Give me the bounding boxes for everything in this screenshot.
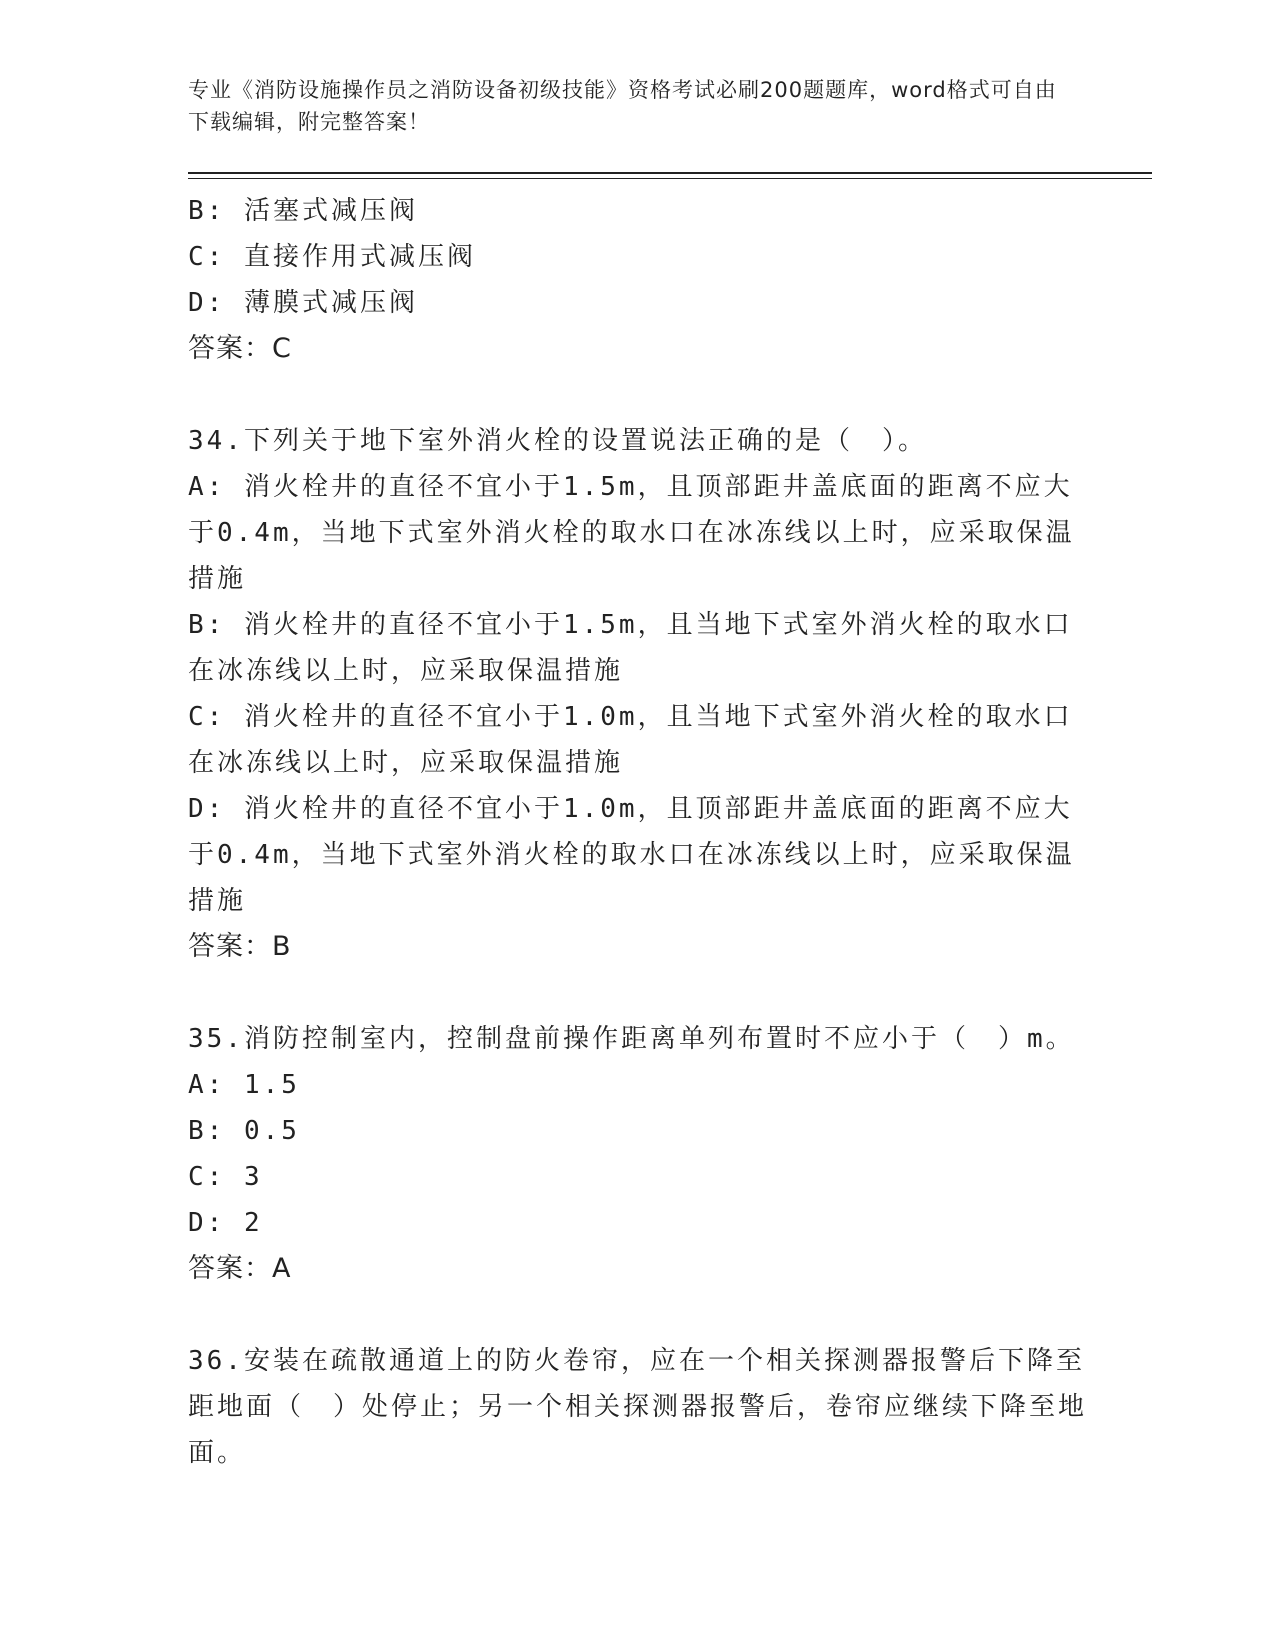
answer-line: 答案：B — [188, 931, 292, 962]
option-a: A: 消火栓井的直径不宜小于1.5m，且顶部距井盖底面的距离不应大于0.4m，当地下式室外消火栓的取水口在冰冻线以上时，应采取保温措施 — [188, 472, 1075, 594]
question-36 — [188, 1338, 1088, 1476]
option-d: D: 2 — [188, 1208, 263, 1238]
option-d: D: 薄膜式减压阀 — [188, 288, 418, 318]
option-c: C: 消火栓井的直径不宜小于1.0m，且当地下式室外消火栓的取水口在冰冻线以上时，应采取保温措施 — [188, 702, 1073, 778]
question-stem: 34.下列关于地下室外消火栓的设置说法正确的是（ ）。 — [188, 426, 927, 456]
document-header: 专业《消防设施操作员之消防设备初级技能》资格考试必刷200题题库，word格式可自由下载编辑，附完整答案！ — [188, 78, 1057, 134]
question-stem: 35.消防控制室内，控制盘前操作距离单列布置时不应小于（ ）m。 — [188, 1024, 1075, 1054]
option-c: C: 3 — [188, 1162, 263, 1192]
header-rule-thin — [188, 178, 1152, 179]
header-rule-thick — [188, 172, 1152, 174]
answer-line: 答案：C — [188, 333, 292, 364]
option-d: D: 消火栓井的直径不宜小于1.0m，且顶部距井盖底面的距离不应大于0.4m，当地下式室外消火栓的取水口在冰冻线以上时，应采取保温措施 — [188, 794, 1075, 916]
option-b: B: 0.5 — [188, 1116, 300, 1146]
question-content — [188, 188, 1088, 1476]
question-stem: 36.安装在疏散通道上的防火卷帘，应在一个相关探测器报警后下降至距地面（ ）处停止；另一个相关探测器报警后，卷帘应继续下降至地面。 — [188, 1346, 1088, 1468]
answer-line: 答案：A — [188, 1253, 292, 1284]
option-a: A: 1.5 — [188, 1070, 300, 1100]
question-35 — [188, 1016, 1088, 1292]
previous-question-tail — [188, 188, 1088, 372]
option-c: C: 直接作用式减压阀 — [188, 242, 476, 272]
option-b: B: 消火栓井的直径不宜小于1.5m，且当地下式室外消火栓的取水口在冰冻线以上时，应采取保温措施 — [188, 610, 1073, 686]
question-34 — [188, 418, 1088, 970]
option-b: B: 活塞式减压阀 — [188, 196, 418, 226]
